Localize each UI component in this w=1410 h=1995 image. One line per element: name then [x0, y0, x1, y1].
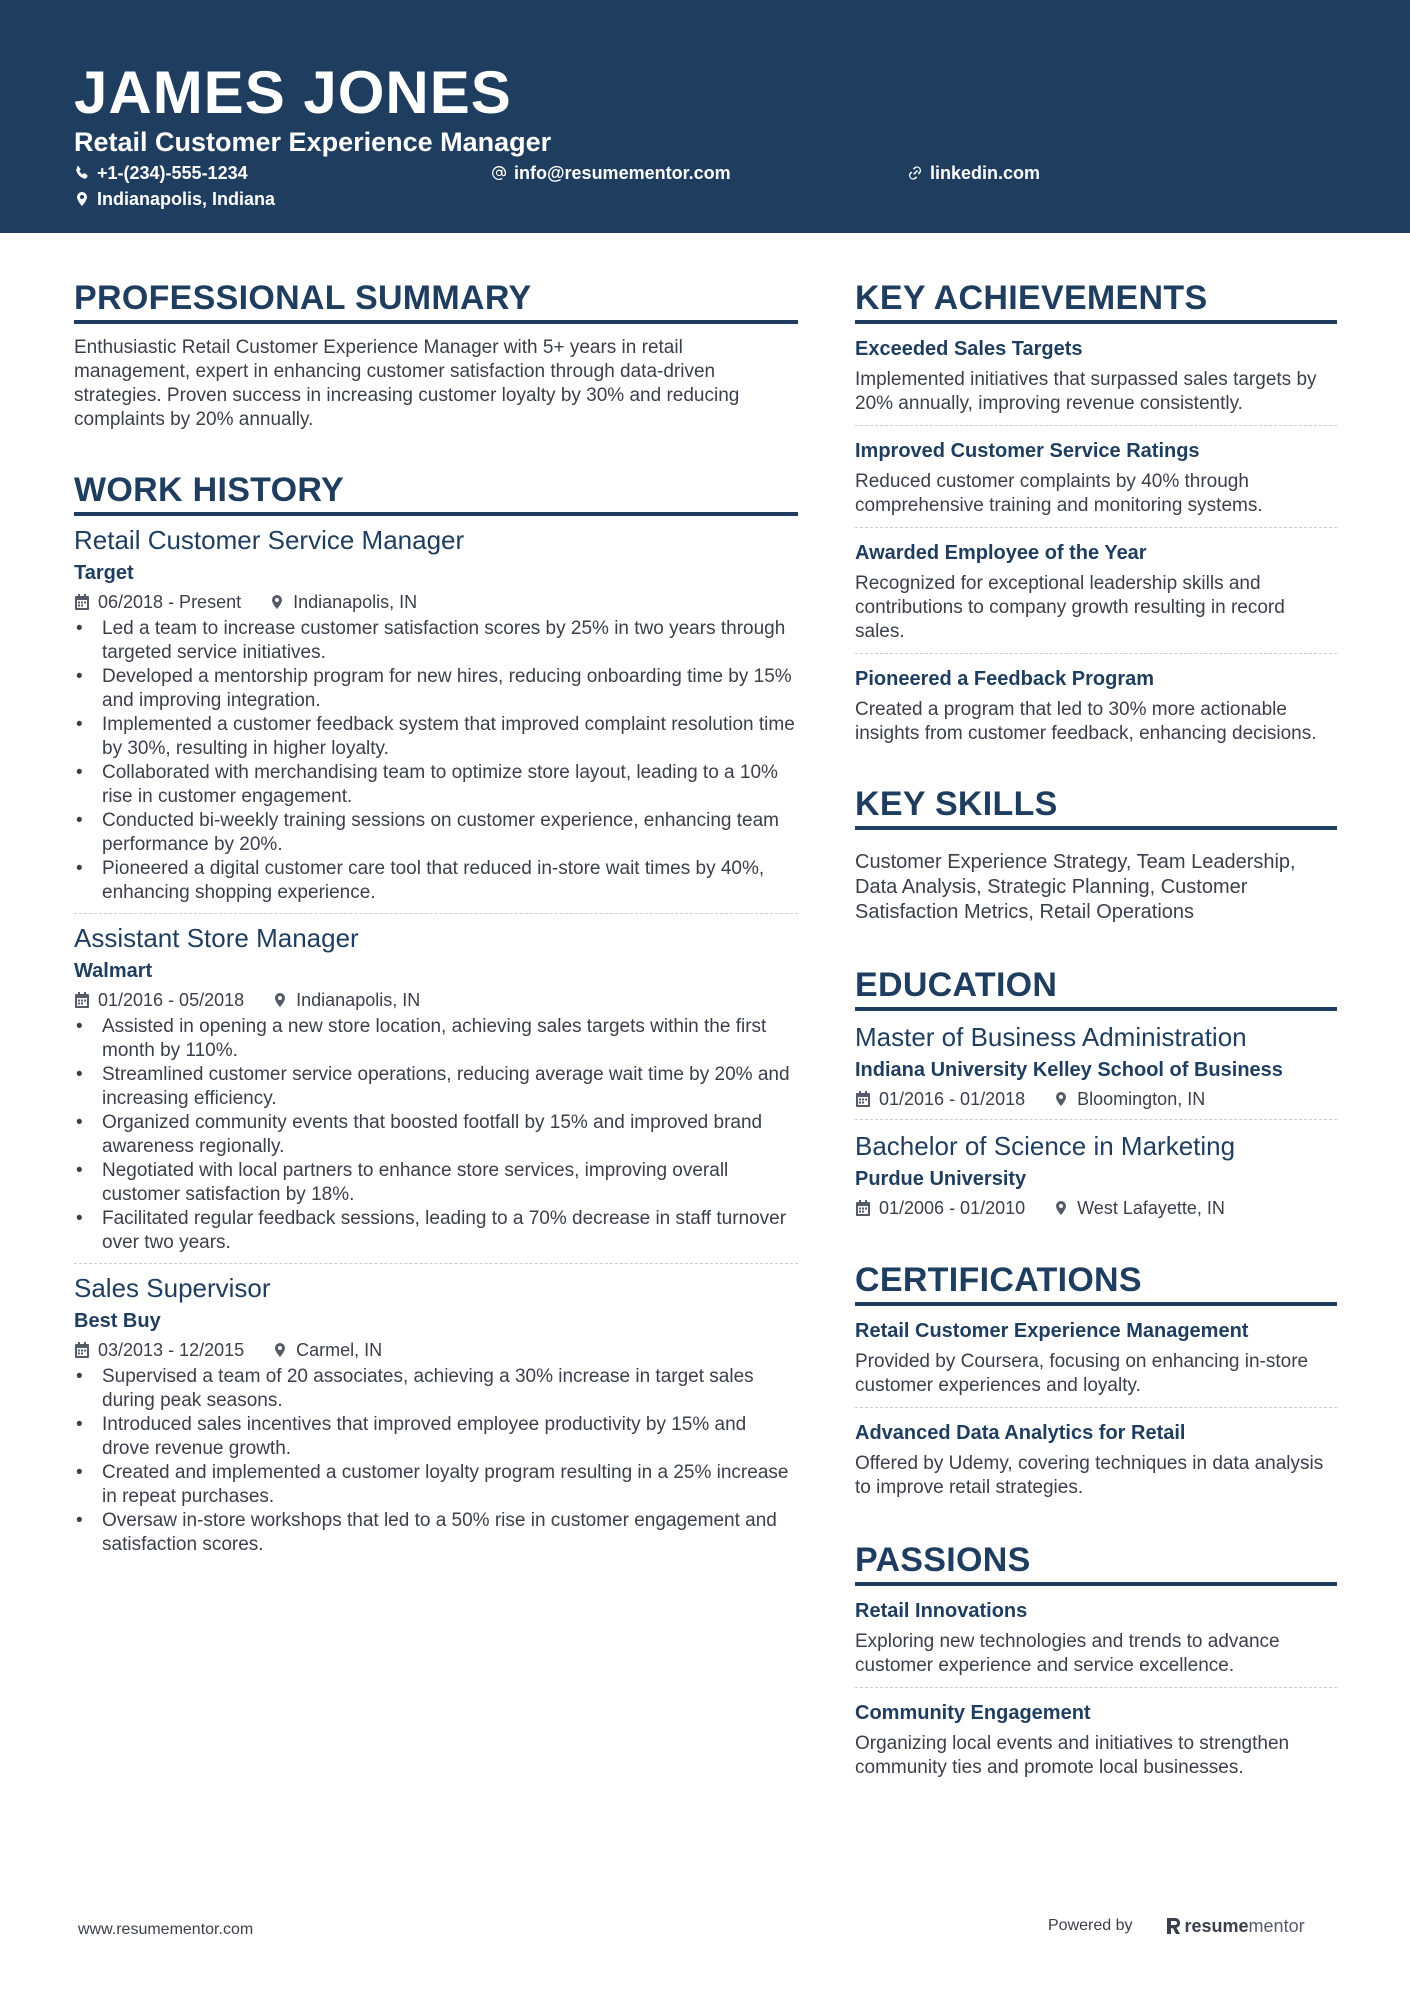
job-meta	[74, 590, 798, 614]
education-location-text: West Lafayette, IN	[1077, 1198, 1225, 1218]
contact-location	[74, 188, 275, 210]
job-company: Walmart	[74, 960, 153, 982]
certification-desc: Offered by Udemy, covering techniques in data analysis to improve retail strategies.	[855, 1453, 1324, 1498]
job-bullet: • Negotiated with local partners to enhance store services, improving overall customer satisfaction by 18%.	[74, 1159, 798, 1207]
footer-website[interactable]: www.resumementor.com	[78, 1921, 254, 1938]
job-bullet: • Introduced sales incentives that improved employee productivity by 15% and drove revenue growth.	[74, 1413, 798, 1461]
achievement-desc: Recognized for exceptional leadership skills and contributions to company growth resulting in record sales.	[855, 573, 1285, 642]
map-pin-icon	[1053, 1091, 1069, 1107]
calendar-icon	[74, 992, 90, 1008]
footer-powered-by	[1048, 1916, 1305, 1936]
passion-desc: Organizing local events and initiatives to strengthen community ties and promote local businesses.	[855, 1733, 1290, 1778]
map-pin-icon	[1053, 1200, 1069, 1216]
right-column	[855, 278, 1337, 1780]
achievement-title: Improved Customer Service Ratings	[855, 440, 1200, 462]
candidate-title: Retail Customer Experience Manager	[74, 127, 552, 157]
calendar-icon	[74, 594, 90, 610]
section-title-education: EDUCATION	[855, 965, 1337, 1011]
job-location-text: Indianapolis, IN	[296, 990, 421, 1010]
job-dates: 06/2018 - Present	[98, 592, 242, 612]
job-bullet: • Streamlined customer service operations, reducing average wait time by 20% and increasing efficiency.	[74, 1063, 798, 1111]
job-entry	[74, 922, 798, 1264]
job-bullet: • Oversaw in-store workshops that led to a 50% rise in customer engagement and satisfaction scores.	[74, 1509, 798, 1557]
job-title: Assistant Store Manager	[74, 923, 359, 953]
job-bullet: • Facilitated regular feedback sessions, leading to a 70% decrease in staff turnover over two years.	[74, 1207, 798, 1255]
calendar-icon	[855, 1091, 871, 1107]
job-bullet: • Developed a mentorship program for new hires, reducing onboarding time by 15% and improving integration.	[74, 665, 798, 713]
education-school: Indiana University Kelley School of Business	[855, 1059, 1283, 1081]
passion-item	[855, 1700, 1337, 1780]
certification-title: Retail Customer Experience Management	[855, 1320, 1249, 1342]
achievement-title: Awarded Employee of the Year	[855, 542, 1147, 564]
skills-text: Customer Experience Strategy, Team Leadership, Data Analysis, Strategic Planning, Customer Satisfaction Metrics, Retail Operations	[855, 851, 1296, 923]
candidate-name: JAMES JONES	[74, 59, 512, 126]
achievement-desc: Implemented initiatives that surpassed sales targets by 20% annually, improving revenue consistently.	[855, 369, 1317, 414]
map-pin-icon	[74, 191, 90, 207]
education-location-text: Bloomington, IN	[1077, 1089, 1206, 1109]
education-item	[855, 1130, 1337, 1220]
section-title-passions: PASSIONS	[855, 1540, 1337, 1586]
brand-name-light: mentor	[1248, 1916, 1305, 1936]
education-degree: Master of Business Administration	[855, 1022, 1247, 1052]
education-meta	[855, 1196, 1337, 1220]
education-dates: 01/2016 - 01/2018	[879, 1089, 1026, 1109]
passion-title: Community Engagement	[855, 1702, 1091, 1724]
link-icon	[907, 165, 923, 181]
certification-title: Advanced Data Analytics for Retail	[855, 1422, 1186, 1444]
job-bullet: • Implemented a customer feedback system that improved complaint resolution time by 30%, resulting in higher loyalty.	[74, 713, 798, 761]
job-location-text: Indianapolis, IN	[293, 592, 418, 612]
resumementor-logo-icon	[1165, 1916, 1181, 1936]
job-meta	[74, 1338, 798, 1362]
email-text: info@resumementor.com	[514, 163, 731, 183]
section-title-key-skills: KEY SKILLS	[855, 784, 1337, 830]
job-bullets	[74, 1365, 798, 1557]
section-title-key-achievements: KEY ACHIEVEMENTS	[855, 278, 1337, 324]
job-entry	[74, 524, 798, 914]
phone-icon	[74, 165, 90, 181]
education-degree: Bachelor of Science in Marketing	[855, 1131, 1236, 1161]
passion-title: Retail Innovations	[855, 1600, 1028, 1622]
education-location	[1053, 1196, 1225, 1220]
summary-text: Enthusiastic Retail Customer Experience Manager with 5+ years in retail management, expert in enhancing customer satisfaction through data-driven strategies. Proven success in increasing customer loyalty by 30% and reducing complaints by 20% annually.	[74, 337, 740, 430]
job-entry	[74, 1272, 798, 1557]
contact-linkedin[interactable]	[907, 162, 1040, 184]
education-item	[855, 1021, 1337, 1120]
job-bullet: • Led a team to increase customer satisfaction scores by 25% in two years through targeted service initiatives.	[74, 617, 798, 665]
left-column	[74, 278, 798, 1557]
at-icon	[491, 165, 507, 181]
achievement-desc: Reduced customer complaints by 40% through comprehensive training and monitoring systems.	[855, 471, 1263, 516]
calendar-icon	[855, 1200, 871, 1216]
job-bullet: • Organized community events that boosted footfall by 15% and improved brand awareness regionally.	[74, 1111, 798, 1159]
job-bullets	[74, 1015, 798, 1255]
achievement-desc: Created a program that led to 30% more actionable insights from customer feedback, enhancing decisions.	[855, 699, 1317, 744]
job-bullet: • Created and implemented a customer loyalty program resulting in a 25% increase in repeat purchases.	[74, 1461, 798, 1509]
job-bullet: • Conducted bi-weekly training sessions on customer experience, enhancing team performance by 20%.	[74, 809, 798, 857]
job-dates: 03/2013 - 12/2015	[98, 1340, 245, 1360]
achievement-item	[855, 666, 1337, 746]
calendar-icon	[74, 1342, 90, 1358]
job-dates: 01/2016 - 05/2018	[98, 990, 245, 1010]
job-location	[272, 1338, 382, 1362]
job-bullet: • Collaborated with merchandising team to optimize store layout, leading to a 10% rise in customer engagement.	[74, 761, 798, 809]
job-bullet: • Assisted in opening a new store location, achieving sales targets within the first month by 110%.	[74, 1015, 798, 1063]
certification-desc: Provided by Coursera, focusing on enhancing in-store customer experiences and loyalty.	[855, 1351, 1309, 1396]
education-meta	[855, 1087, 1337, 1111]
achievement-item	[855, 438, 1337, 528]
achievement-title: Pioneered a Feedback Program	[855, 668, 1155, 690]
section-title-summary: PROFESSIONAL SUMMARY	[74, 278, 798, 324]
job-bullets	[74, 617, 798, 905]
job-location-text: Carmel, IN	[296, 1340, 383, 1360]
job-company: Target	[74, 562, 134, 584]
contact-email[interactable]	[491, 162, 731, 184]
passion-item	[855, 1598, 1337, 1688]
job-title: Retail Customer Service Manager	[74, 525, 465, 555]
resume-header	[0, 0, 1410, 233]
passion-desc: Exploring new technologies and trends to advance customer experience and service excellence.	[855, 1631, 1280, 1676]
job-location	[272, 988, 420, 1012]
education-location	[1053, 1087, 1205, 1111]
achievement-title: Exceeded Sales Targets	[855, 338, 1083, 360]
brand-logo[interactable]	[1165, 1916, 1305, 1936]
job-location	[269, 590, 417, 614]
section-title-work-history: WORK HISTORY	[74, 470, 798, 516]
achievement-item	[855, 336, 1337, 426]
job-bullet: • Pioneered a digital customer care tool that reduced in-store wait times by 40%, enhancing shopping experience.	[74, 857, 798, 905]
job-title: Sales Supervisor	[74, 1273, 271, 1303]
education-dates: 01/2006 - 01/2010	[879, 1198, 1026, 1218]
location-text: Indianapolis, Indiana	[97, 189, 276, 209]
map-pin-icon	[269, 594, 285, 610]
section-title-certifications: CERTIFICATIONS	[855, 1260, 1337, 1306]
education-school: Purdue University	[855, 1168, 1027, 1190]
brand-name-bold: resume	[1184, 1916, 1249, 1936]
certification-item	[855, 1420, 1337, 1500]
phone-text: +1-(234)-555-1234	[97, 163, 248, 183]
certification-item	[855, 1318, 1337, 1408]
linkedin-text: linkedin.com	[930, 163, 1041, 183]
contact-phone	[74, 162, 248, 184]
job-meta	[74, 988, 798, 1012]
job-company: Best Buy	[74, 1310, 161, 1332]
map-pin-icon	[272, 1342, 288, 1358]
achievement-item	[855, 540, 1337, 654]
job-bullet: • Supervised a team of 20 associates, achieving a 30% increase in target sales during peak seasons.	[74, 1365, 798, 1413]
map-pin-icon	[272, 992, 288, 1008]
powered-by-label: Powered by	[1048, 1917, 1133, 1934]
